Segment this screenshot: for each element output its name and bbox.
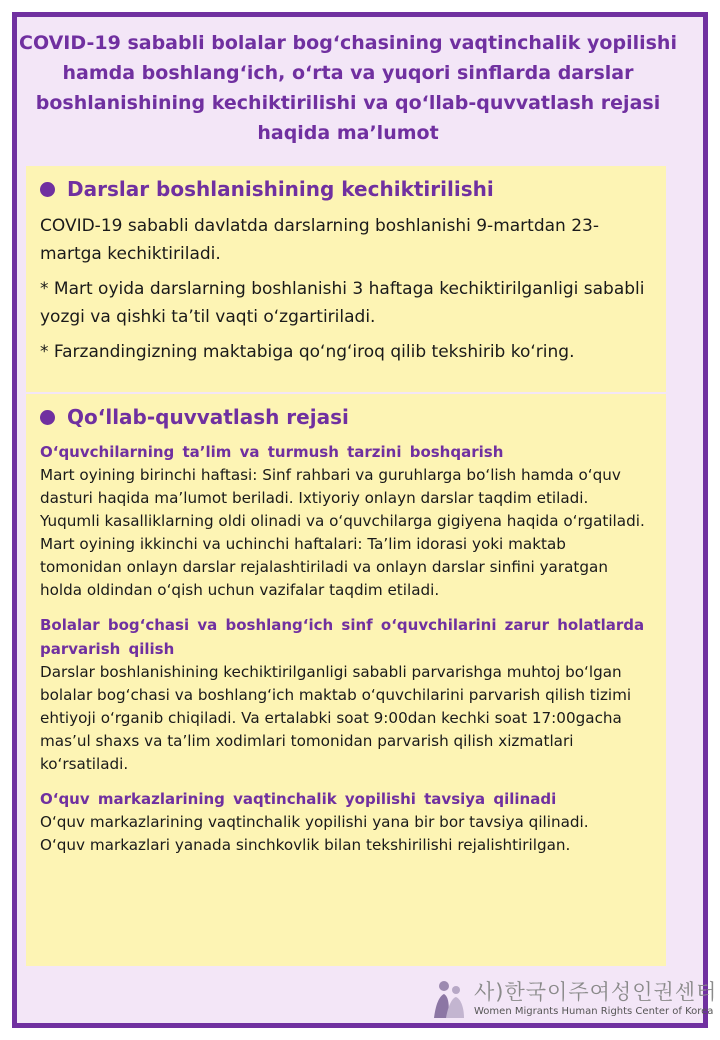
study-centers-paragraph-1: O‘quv markazlarining vaqtinchalik yopilishi yana bir bor tavsiya qilinadi. [40,813,589,831]
week1-paragraph: Mart oyining birinchi haftasi: Sinf rahbari va guruhlarga bo‘lish hamda o‘quv dasturi haqida ma’lumot beriladi. Ixtiyoriy onlayn darslar taqdim etiladi. Yuqumli kasalliklarning oldi olinadi va o‘quvchilarga gigiyena haqida o‘rgatiladi. [40,466,645,530]
support-plan-card [26,394,666,966]
section-heading [40,394,652,440]
call-school-note: * Farzandingizning maktabiga qo‘ng‘iroq qilib tekshirib ko‘ring. [40,342,575,362]
section-heading-text: Qo‘llab-quvvatlash rejasi [67,405,349,429]
vacation-note: * Mart oyida darslarning boshlanishi 3 haftaga kechiktirilganligi sababli yozgi va qishki ta’til vaqti o‘zgartiriladi. [40,279,645,327]
organization-logo [430,978,718,1024]
page-title: COVID-19 sababli bolalar bog‘chasining vaqtinchalik yopilishi hamda boshlang‘ich, o‘rta va yuqori sinflarda darslar boshlanishining kechiktirilishi va qo‘llab-quvvatlash rejasi haqida ma’lumot [19,32,677,144]
bullet-dot-icon [40,410,55,425]
childcare-paragraph: Darslar boshlanishining kechiktirilganligi sababli parvarishga muhtoj bo‘lgan bolalar bog‘chasi va boshlang‘ich maktab o‘quvchilarini parvarish qilish tizimi ehtiyoji o‘rganib chiqiladi. Va ertalabki soat 9:00dan kechki soat 17:00gacha mas’ul shaxs va ta’lim xodimlari tomonidan parvarish qilish xizmatlari ko‘rsatiladi. [40,663,632,773]
people-logo-icon [430,978,468,1020]
study-centers-paragraph-2: O‘quv markazlari yanada sinchkovlik bilan tekshirilishi rejalishtirilgan. [40,836,571,854]
logo-english-text: Women Migrants Human Rights Center of Korea [474,1006,714,1017]
section-heading-text: Darslar boshlanishining kechiktirilishi [67,177,494,201]
subheading-student-management: O‘quvchilarning ta’lim va turmush tarzini boshqarish [40,443,504,461]
bullet-dot-icon [40,182,55,197]
delay-paragraph: COVID-19 sababli davlatda darslarning boshlanishi 9-martdan 23-martga kechiktiriladi. [40,216,599,264]
delay-section-card [26,166,666,392]
logo-korean-text: 사)한국이주여성인권센터 [474,980,718,1004]
subheading-childcare: Bolalar bog‘chasi va boshlang‘ich sinf o‘quvchilarini zarur holatlarda parvarish qilish [40,616,645,658]
section-heading [40,166,652,212]
week2-3-paragraph: Mart oyining ikkinchi va uchinchi haftalari: Ta’lim idorasi yoki maktab tomonidan onlayn darslar rejalashtiriladi va onlayn darslar sinfini yaratgan holda oldindan o‘qish uchun vazifalar taqdim etiladi. [40,535,608,599]
subheading-study-centers: O‘quv markazlarining vaqtinchalik yopilishi tavsiya qilinadi [40,790,557,808]
